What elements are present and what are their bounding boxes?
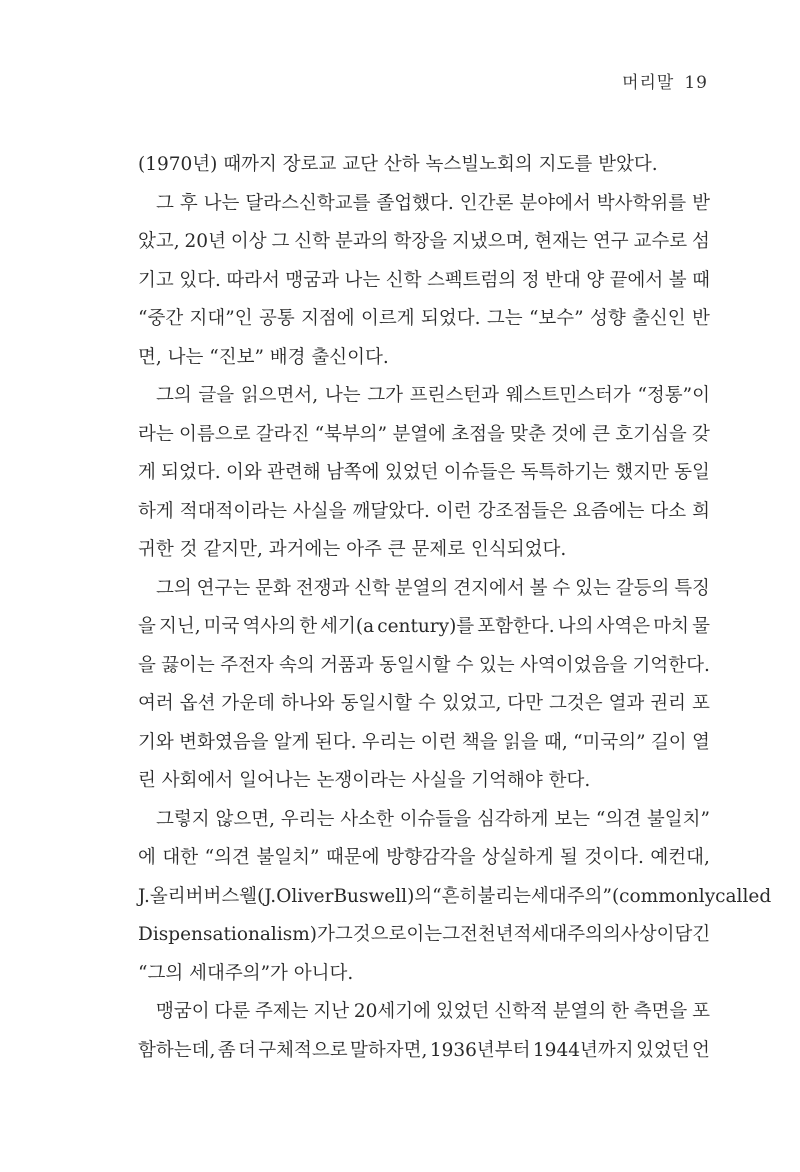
text-line: “그의 세대주의”가 아니다.: [138, 962, 354, 984]
text-line: 기고 있다. 따라서 맹굼과 나는 신학 스펙트럼의 정 반대 양 끝에서 볼 때: [138, 269, 710, 291]
text-line: 면, 나는 “진보” 배경 출신이다.: [138, 346, 389, 368]
text-line: 에 대한 “의견 불일치” 때문에 방향감각을 상실하게 될 것이다. 예컨대,: [138, 847, 710, 868]
text-line: 그렇지 않으면, 우리는 사소한 이슈들을 심각하게 보는 “의견 불일치”: [156, 808, 710, 830]
text-line: 을 지닌, 미국 역사의 한 세기(a century)를 포함한다. 나의 사역은 마치 물: [138, 616, 710, 637]
text-line: 그의 연구는 문화 전쟁과 신학 분열의 견지에서 볼 수 있는 갈등의 특징: [156, 577, 710, 599]
text-line: 을 끓이는 주전자 속의 거품과 동일시할 수 있는 사역이었음을 기억한다.: [138, 654, 710, 676]
text-line: 하게 적대적이라는 사실을 깨달았다. 이런 강조점들은 요즘에는 다소 희: [138, 500, 710, 522]
text-line: (1970년) 때까지 장로교 교단 산하 녹스빌노회의 지도를 받았다.: [138, 154, 658, 175]
text-line: “중간 지대”인 공통 지점에 이르게 되었다. 그는 “보수” 성향 출신인 반: [138, 308, 710, 329]
body-text: [138, 146, 772, 1070]
text-line: 함하는데, 좀 더 구체적으로 말하자면, 1936년부터 1944년까지 있었던 언: [138, 1039, 710, 1061]
page-number: 19: [684, 73, 708, 93]
text-line: 귀한 것 같지만, 과거에는 아주 큰 문제로 인식되었다.: [138, 539, 567, 560]
section-title: 머리말: [622, 73, 675, 93]
text-line: 그 후 나는 달라스신학교를 졸업했다. 인간론 분야에서 박사학위를 받: [156, 192, 710, 214]
text-line: 여러 옵션 가운데 하나와 동일시할 수 있었고, 다만 그것은 열과 권리 포: [138, 693, 710, 714]
text-line: Dispensationalism)가 그것으로 이는 그 전천년적 세대주의의 사상이 담긴: [138, 924, 711, 945]
text-line: 맹굼이 다룬 주제는 지난 20세기에 있었던 신학적 분열의 한 측면을 포: [156, 1001, 710, 1022]
text-line: 게 되었다. 이와 관련해 남쪽에 있었던 이슈들은 독특하기는 했지만 동일: [138, 462, 710, 483]
text-line: J. 올리버 버스웰(J. Oliver Buswell)의 “흔히 불리는 세대주의”(commonlycalled: [138, 885, 772, 907]
text-line: 기와 변화였음을 알게 된다. 우리는 이런 책을 읽을 때, “미국의” 길이 열: [138, 731, 710, 753]
text-line: 린 사회에서 일어나는 논쟁이라는 사실을 기억해야 한다.: [138, 770, 591, 791]
text-line: 라는 이름으로 갈라진 “북부의” 분열에 초점을 맞춘 것에 큰 호기심을 갖: [138, 423, 710, 445]
running-header: [622, 68, 708, 93]
text-line: 그의 글을 읽으면서, 나는 그가 프린스턴과 웨스트민스터가 “정통”이: [156, 385, 710, 406]
text-line: 았고, 20년 이상 그 신학 분과의 학장을 지냈으며, 현재는 연구 교수로 섬: [138, 231, 710, 252]
